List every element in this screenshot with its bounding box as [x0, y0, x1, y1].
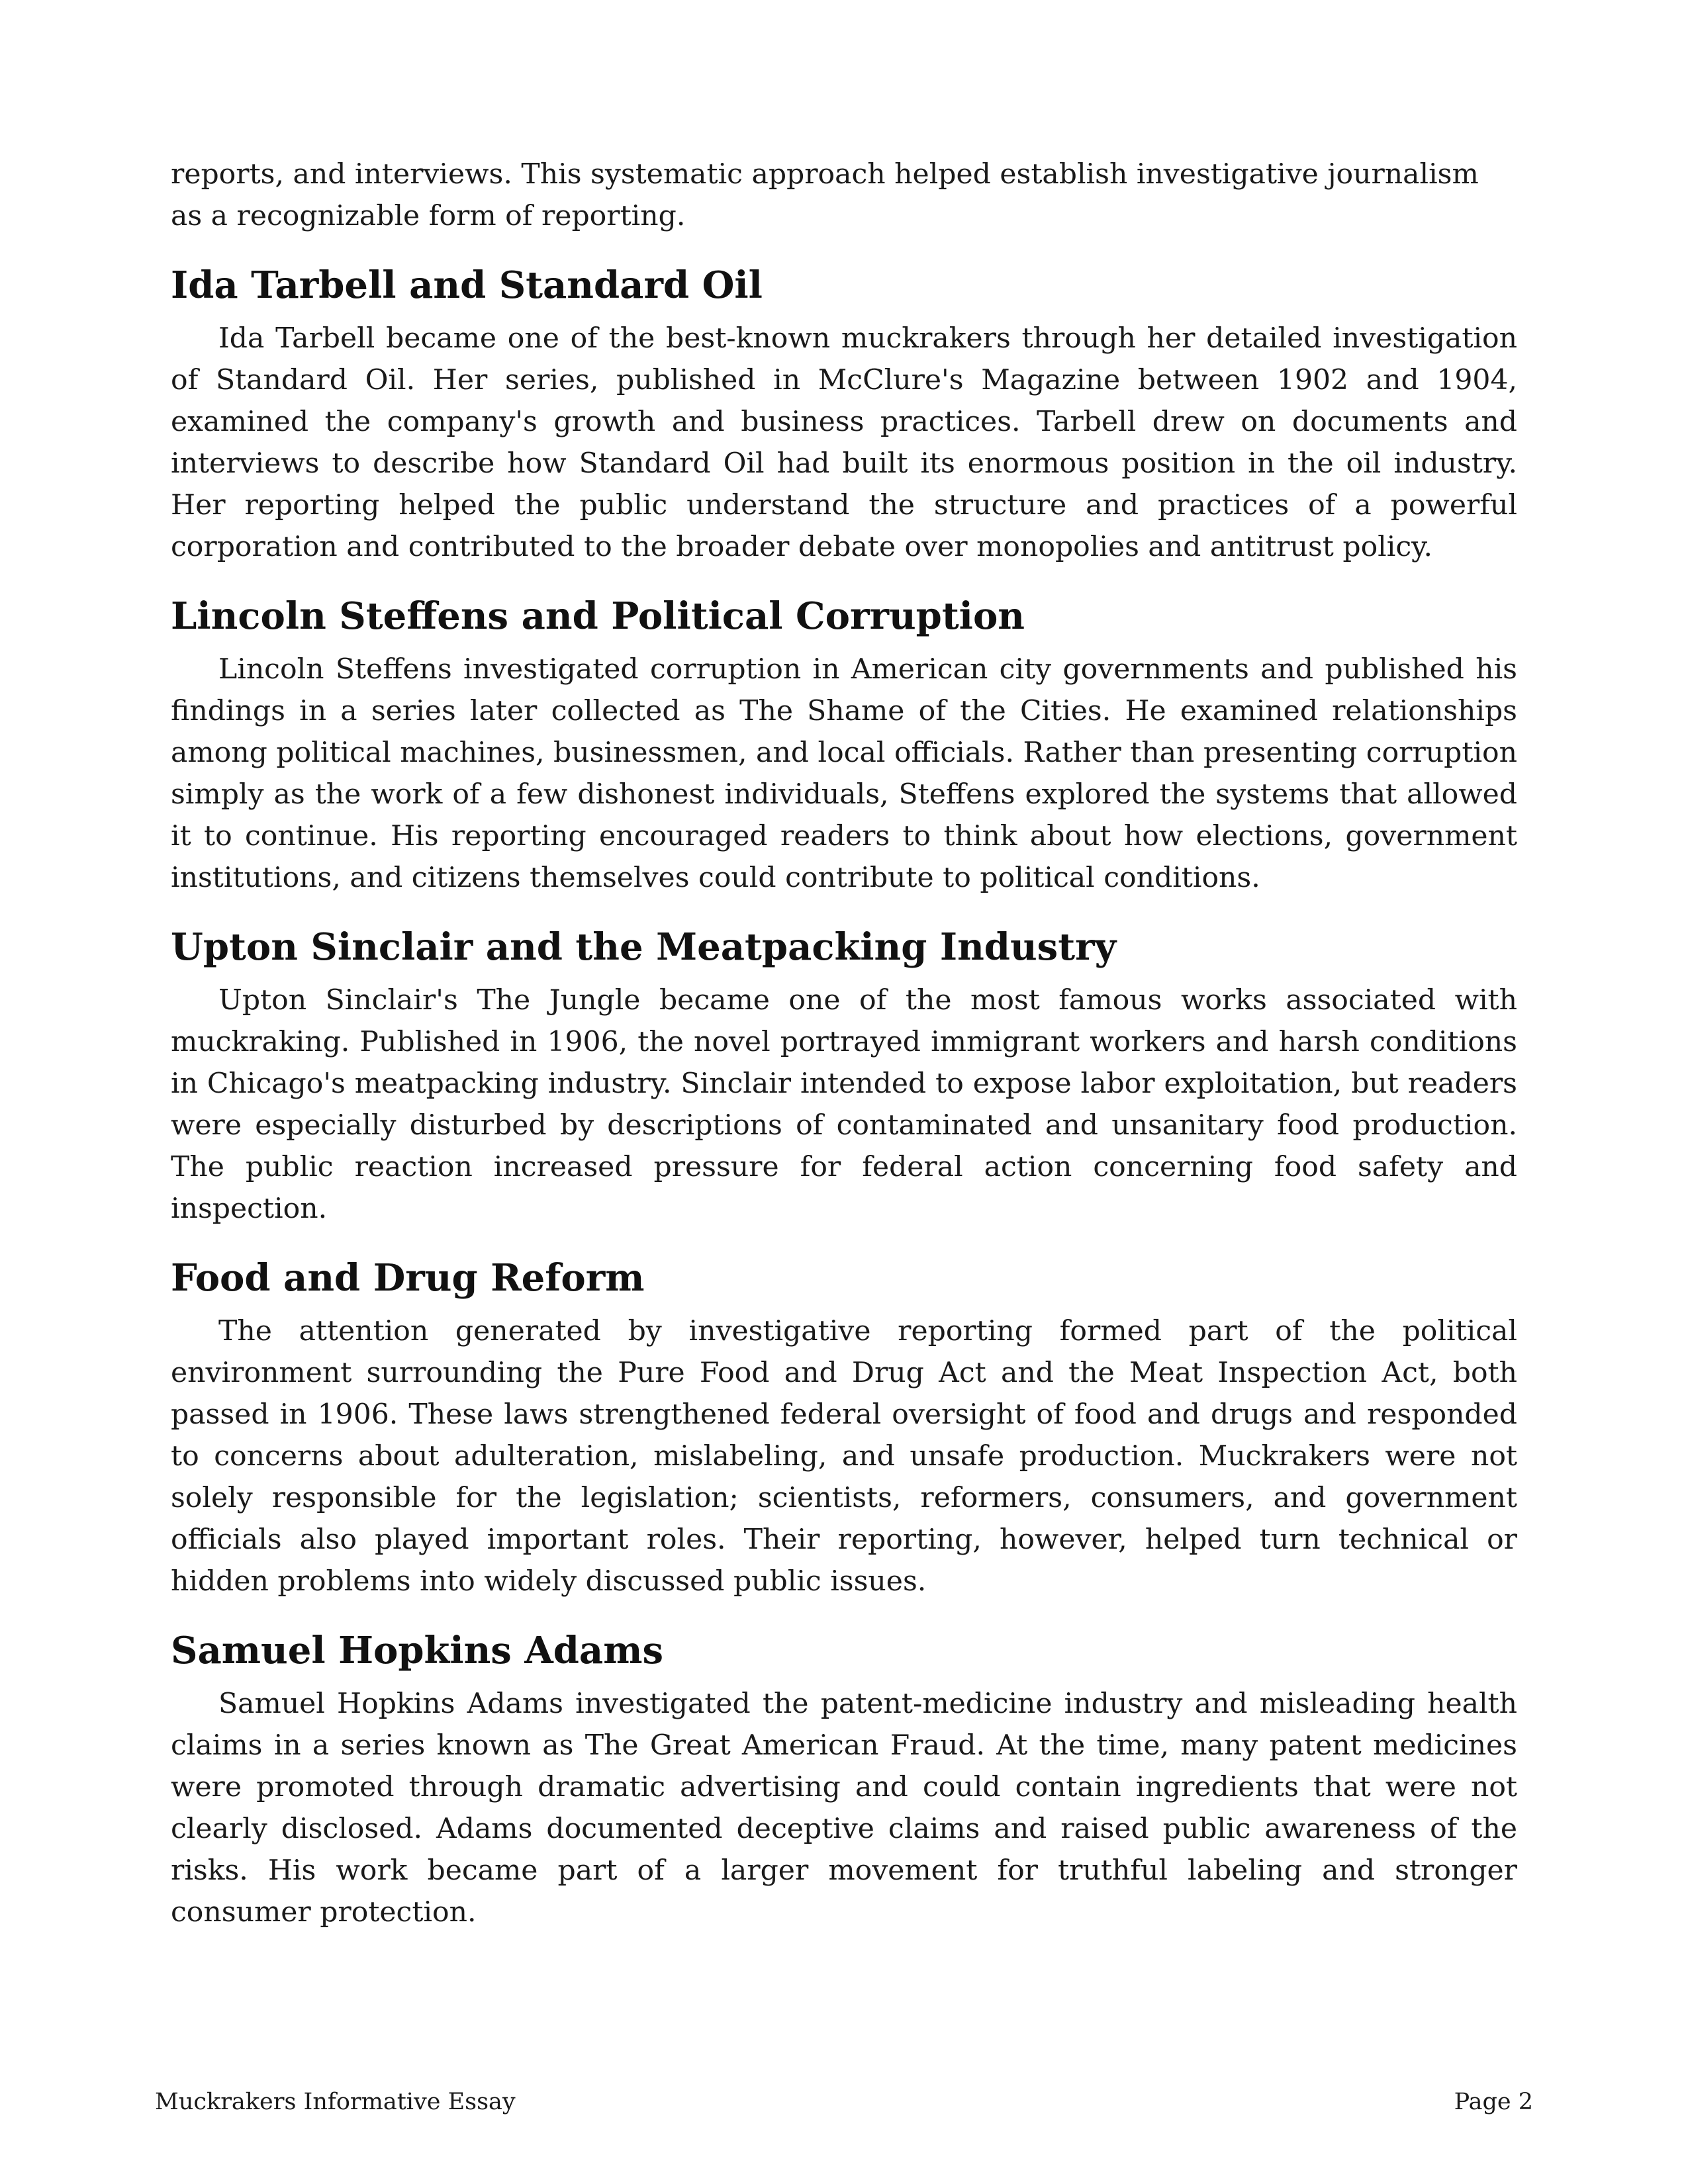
section-heading-food-drug: Food and Drug Reform [171, 1256, 645, 1300]
section-heading-sinclair: Upton Sinclair and the Meatpacking Industry [171, 925, 1117, 969]
section-heading-adams: Samuel Hopkins Adams [171, 1629, 663, 1672]
section-body-adams: Samuel Hopkins Adams investigated the patent-medicine industry and misleading health claims in a series known as The Great American Fraud. At the time, many patent medicines were promoted through dramatic advertising and could contain ingredients that were not clearly disclosed. Adams documented deceptive claims and raised public awareness of the risks. His work became part of a larger movement for truthful labeling and stronger consumer protection. [171, 1688, 1517, 1929]
continuation-paragraph: reports, and interviews. This systematic approach helped establish investigative journalism as a recognizable form of reporting. [171, 158, 1479, 232]
section-body-food-drug: The attention generated by investigative reporting formed part of the political environment surrounding the Pure Food and Drug Act and the Meat Inspection Act, both passed in 1906. These laws strengthened federal oversight of food and drugs and responded to concerns about adulteration, mislabeling, and unsafe production. Muckrakers were not solely responsible for the legislation; scientists, reformers, consumers, and government officials also played important roles. Their reporting, however, helped turn technical or hidden problems into widely discussed public issues. [171, 1315, 1517, 1598]
page-content [171, 154, 1517, 1933]
footer-title: Muckrakers Informative Essay [155, 2089, 516, 2115]
section-body-sinclair: Upton Sinclair's The Jungle became one of the most famous works associated with muckraking. Published in 1906, the novel portrayed immigrant workers and harsh conditions in Chicago's meatpacking industry. Sinclair intended to expose labor exploitation, but readers were especially disturbed by descriptions of contaminated and unsanitary food production. The public reaction increased pressure for federal action concerning food safety and inspection. [171, 984, 1517, 1225]
section-heading-tarbell: Ida Tarbell and Standard Oil [171, 263, 763, 307]
section-body-steffens: Lincoln Steffens investigated corruption in American city governments and published his findings in a series later collected as The Shame of the Cities. He examined relationships among political machines, businessmen, and local officials. Rather than presenting corruption simply as the work of a few dishonest individuals, Steffens explored the systems that allowed it to continue. His reporting encouraged readers to think about how elections, government institutions, and citizens themselves could contribute to political conditions. [171, 653, 1517, 894]
section-body-tarbell: Ida Tarbell became one of the best-known muckrakers through her detailed investigation of Standard Oil. Her series, published in McClure's Magazine between 1902 and 1904, examined the company's growth and business practices. Tarbell drew on documents and interviews to describe how Standard Oil had built its enormous position in the oil industry. Her reporting helped the public understand the structure and practices of a powerful corporation and contributed to the broader debate over monopolies and antitrust policy. [171, 322, 1517, 563]
footer-page-number: Page 2 [1454, 2089, 1533, 2115]
section-heading-steffens: Lincoln Steffens and Political Corruption [171, 594, 1025, 638]
